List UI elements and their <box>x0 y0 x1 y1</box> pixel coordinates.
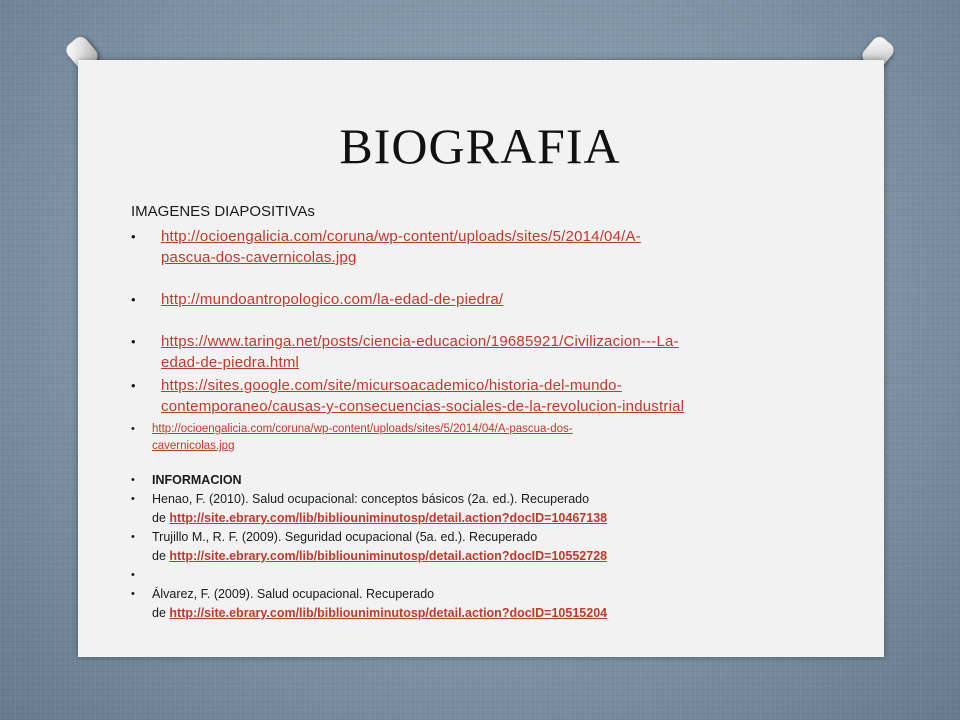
list-item <box>131 331 851 373</box>
list-item <box>131 566 851 585</box>
list-item <box>131 375 851 417</box>
info-heading: INFORMACION <box>152 473 242 487</box>
list-item <box>131 421 851 455</box>
bullet-icon: • <box>131 229 136 244</box>
reference-prefix: de <box>152 606 170 620</box>
reference-prefix: de <box>152 549 170 563</box>
list-item <box>131 226 851 268</box>
reference-prefix: de <box>152 511 170 525</box>
reference-item <box>131 528 851 566</box>
slide-title: BIOGRAFIA <box>339 118 621 174</box>
image-link-3[interactable]: https://www.taringa.net/posts/ciencia-educacion/19685921/Civilizacion---La- edad-de-piedra.html <box>161 333 679 371</box>
reference-item <box>131 490 851 528</box>
image-link-2[interactable]: http://mundoantropologico.com/la-edad-de-piedra/ <box>161 291 504 308</box>
image-link-5[interactable]: http://ocioengalicia.com/coruna/wp-content/uploads/sites/5/2014/04/A-pascua-dos- cavernicolas.jpg <box>152 423 573 452</box>
bullet-icon: • <box>131 531 135 543</box>
bullet-icon: • <box>131 334 136 349</box>
bullet-icon: • <box>131 378 136 393</box>
image-link-1[interactable]: http://ocioengalicia.com/coruna/wp-content/uploads/sites/5/2014/04/A- pascua-dos-cavernicolas.jpg <box>161 228 641 266</box>
reference-link-3[interactable]: http://site.ebrary.com/lib/bibliouniminutosp/detail.action?docID=10515204 <box>169 606 608 620</box>
images-heading: IMAGENES DIAPOSITIVAs <box>131 203 315 220</box>
bullet-icon: • <box>131 569 135 581</box>
reference-link-2[interactable]: http://site.ebrary.com/lib/bibliouniminutosp/detail.action?docID=10552728 <box>169 549 608 563</box>
reference-text: Álvarez, F. (2009). Salud ocupacional. Recuperado <box>152 587 435 601</box>
reference-link-1[interactable]: http://site.ebrary.com/lib/bibliouniminutosp/detail.action?docID=10467138 <box>169 511 608 525</box>
reference-text: Trujillo M., R. F. (2009). Seguridad ocupacional (5a. ed.). Recuperado <box>152 530 538 544</box>
list-item <box>131 471 851 490</box>
bullet-icon: • <box>131 588 135 600</box>
bullet-icon: • <box>131 423 135 435</box>
bullet-icon: • <box>131 474 135 486</box>
reference-item <box>131 585 851 623</box>
reference-text: Henao, F. (2010). Salud ocupacional: conceptos básicos (2a. ed.). Recuperado <box>152 492 590 506</box>
bullet-icon: • <box>131 292 136 307</box>
image-link-4[interactable]: https://sites.google.com/site/micursoacademico/historia-del-mundo- contemporaneo/causas-y-consecuencias-sociales-de-la-revolucion-industrial <box>161 377 685 415</box>
bullet-icon: • <box>131 493 135 505</box>
list-item <box>131 289 851 310</box>
slide-content <box>131 203 851 623</box>
